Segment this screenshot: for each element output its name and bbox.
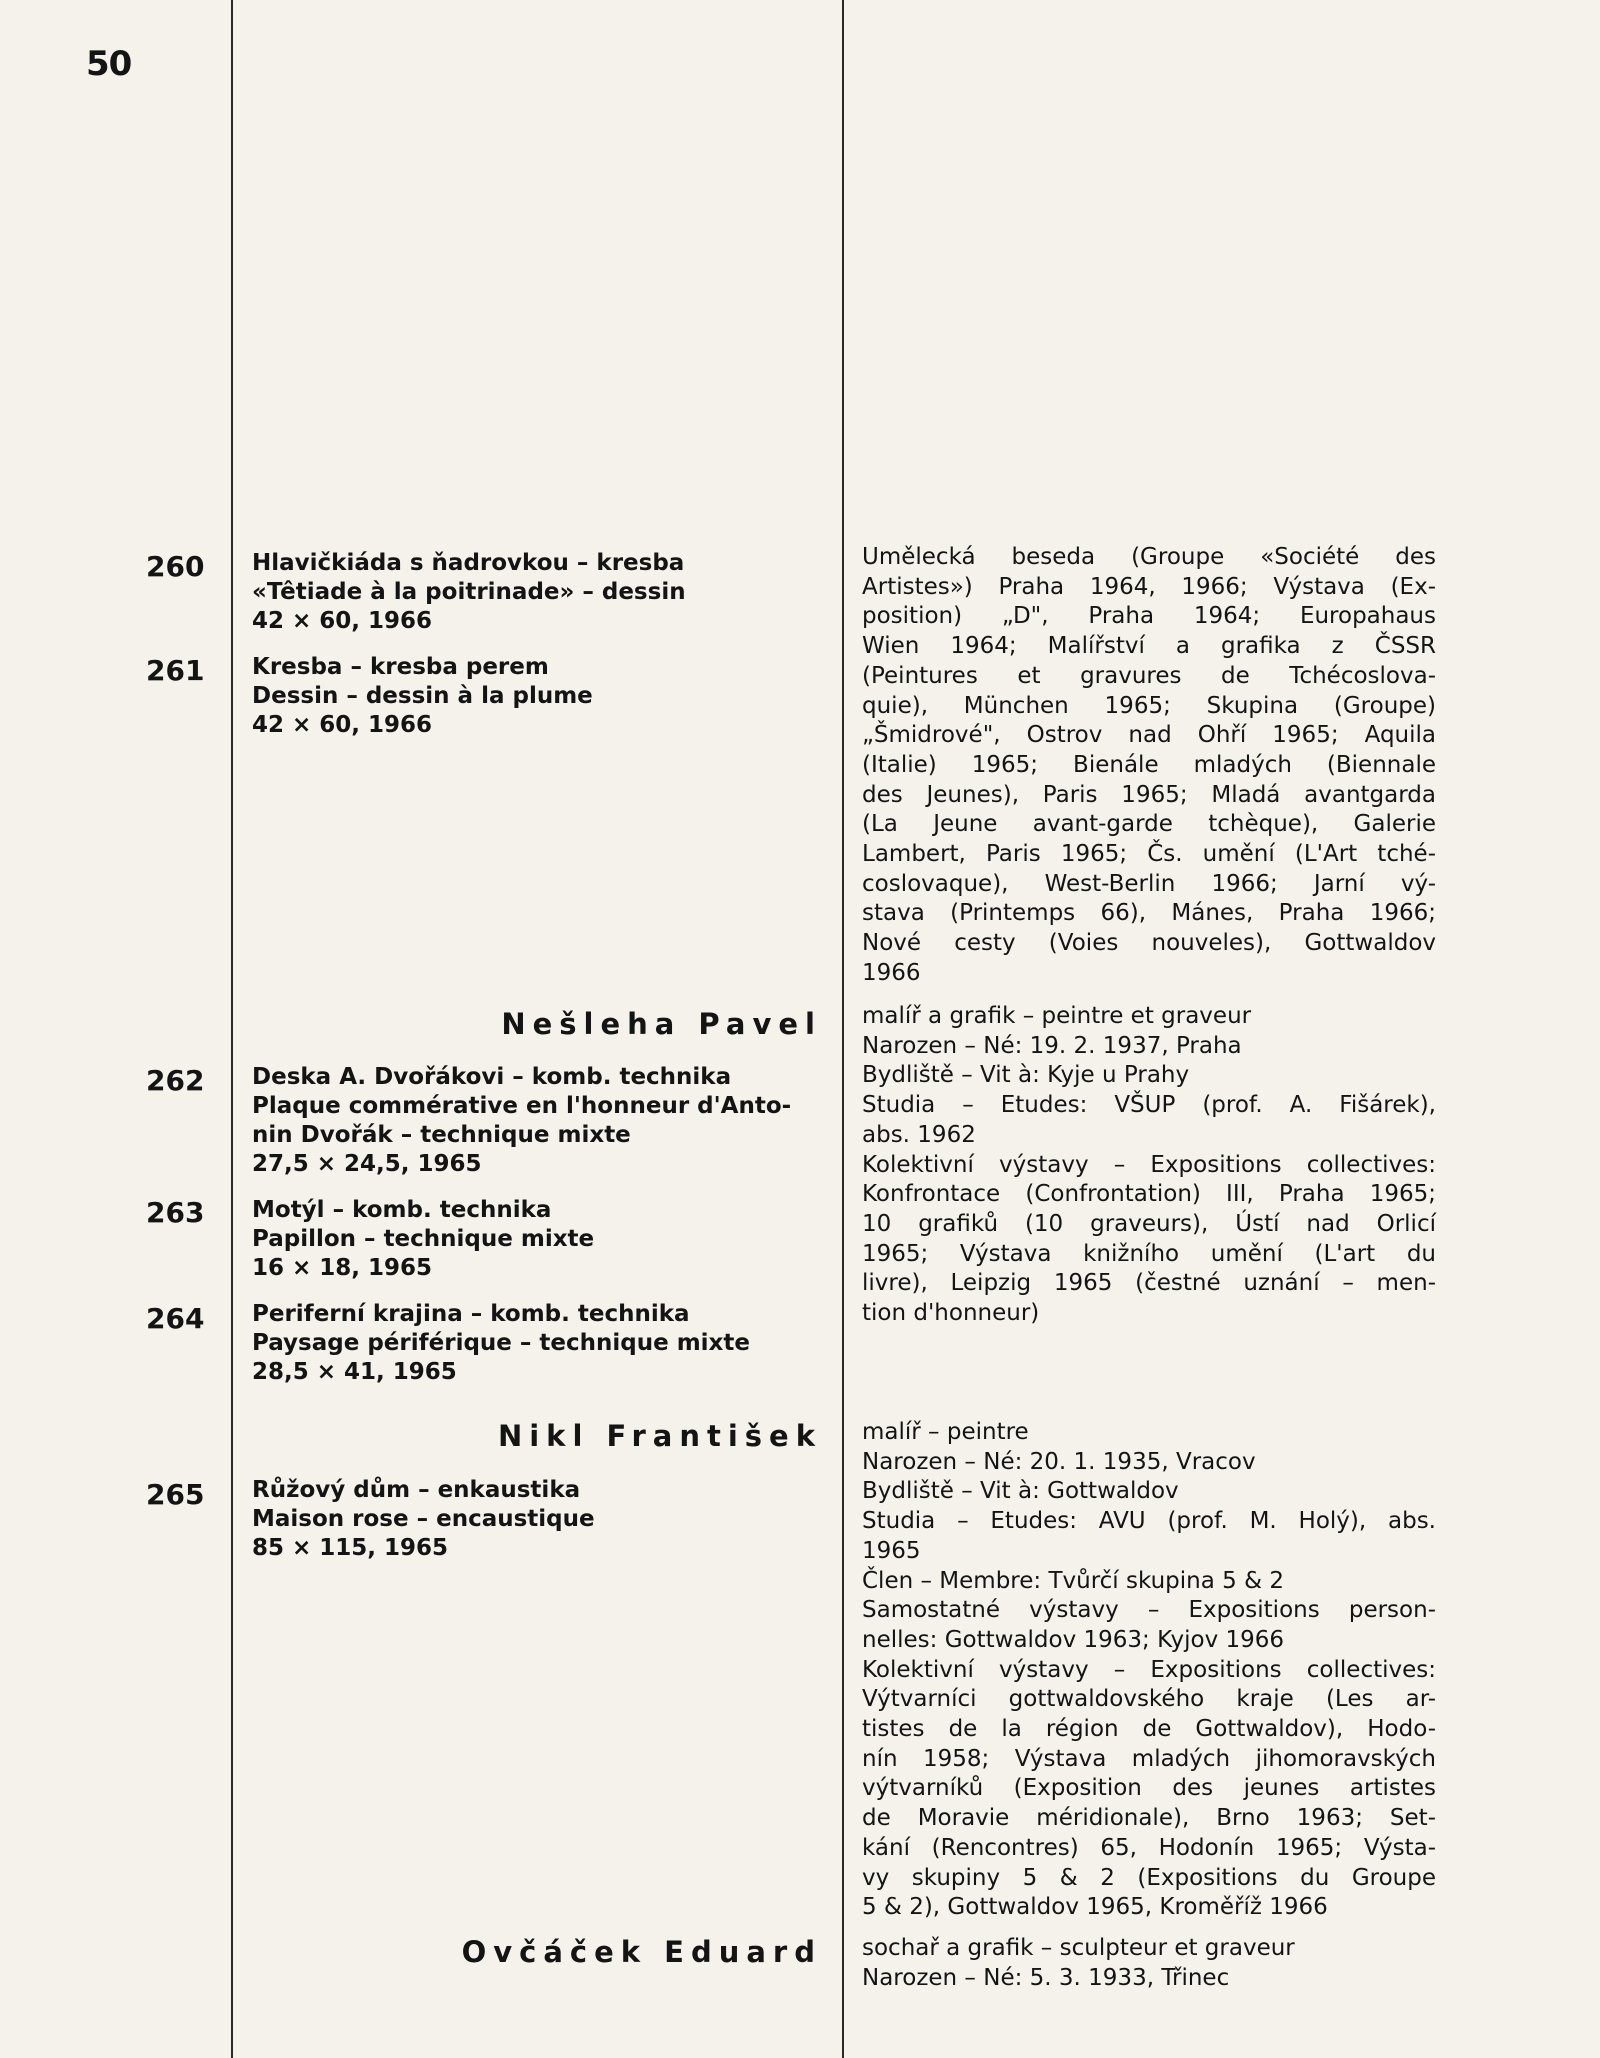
bio-line: 5 & 2), Gottwaldov 1965, Kroměříž 1966 bbox=[862, 1894, 1328, 1921]
entry-line: Deska A. Dvořákovi – komb. technika bbox=[252, 1064, 732, 1090]
entry-line: Plaque commérative en l'honneur d'Anto- bbox=[252, 1093, 792, 1119]
column-divider-right bbox=[842, 0, 844, 2058]
artist-name: Nešleha Pavel bbox=[501, 1007, 822, 1041]
entry-line: Paysage périférique – technique mixte bbox=[252, 1330, 750, 1356]
bio-line: Bydliště – Vit à: Gottwaldov bbox=[862, 1478, 1179, 1505]
entry-261 bbox=[252, 653, 593, 740]
entry-263 bbox=[252, 1196, 594, 1283]
entry-number: 263 bbox=[146, 1196, 205, 1229]
entry-line: Dessin – dessin à la plume bbox=[252, 683, 593, 709]
entry-line: Hlavičkiáda s ňadrovkou – kresba bbox=[252, 550, 685, 576]
entry-number: 264 bbox=[146, 1302, 205, 1335]
entry-line: Růžový dům – enkaustika bbox=[252, 1477, 581, 1503]
bio-line: Konfrontace (Confrontation) III, Praha 1965; bbox=[862, 1181, 1436, 1208]
bio-line: livre), Leipzig 1965 (čestné uznání – men- bbox=[862, 1270, 1436, 1297]
artist-bio bbox=[862, 1002, 1436, 1329]
bio-line: Kolektivní výstavy – Expositions collectives: bbox=[862, 1151, 1436, 1178]
bio-line: Lambert, Paris 1965; Čs. umění (L'Art tché- bbox=[862, 841, 1436, 868]
bio-line: 1966 bbox=[862, 959, 921, 986]
bio-line: Artistes») Praha 1964, 1966; Výstava (Ex- bbox=[862, 573, 1436, 600]
entry-line: 28,5 × 41, 1965 bbox=[252, 1359, 457, 1385]
bio-line: des Jeunes), Paris 1965; Mladá avantgarda bbox=[862, 781, 1436, 808]
bio-line: „Šmidrové", Ostrov nad Ohří 1965; Aquila bbox=[862, 722, 1436, 749]
bio-line: malíř – peintre bbox=[862, 1419, 1029, 1445]
bio-line: Bydliště – Vit à: Kyje u Prahy bbox=[862, 1062, 1190, 1089]
artist-name: Nikl František bbox=[497, 1419, 822, 1453]
entry-line: Maison rose – encaustique bbox=[252, 1506, 595, 1532]
entry-number: 261 bbox=[146, 654, 205, 687]
entry-line: 16 × 18, 1965 bbox=[252, 1255, 433, 1281]
entry-264 bbox=[252, 1300, 750, 1387]
bio-line: nelles: Gottwaldov 1963; Kyjov 1966 bbox=[862, 1626, 1285, 1653]
bio-line: Výtvarníci gottwaldovského kraje (Les ar- bbox=[862, 1686, 1436, 1713]
artist-bio bbox=[862, 1418, 1436, 1923]
entry-260 bbox=[252, 549, 686, 636]
bio-line: stava (Printemps 66), Mánes, Praha 1966; bbox=[862, 900, 1436, 927]
entry-line: 42 × 60, 1966 bbox=[252, 608, 433, 634]
bio-line: Narozen – Né: 20. 1. 1935, Vracov bbox=[862, 1448, 1256, 1475]
bio-line: Narozen – Né: 19. 2. 1937, Praha bbox=[862, 1032, 1242, 1059]
entry-line: 42 × 60, 1966 bbox=[252, 712, 433, 738]
entry-262 bbox=[252, 1063, 791, 1179]
entry-line: Motýl – komb. technika bbox=[252, 1197, 552, 1223]
bio-line: Wien 1964; Malířství a grafika z ČSSR bbox=[862, 633, 1436, 660]
bio-line: (Italie) 1965; Bienále mladých (Biennale bbox=[862, 751, 1436, 778]
bio-line: 1965; Výstava knižního umění (L'art du bbox=[862, 1240, 1436, 1267]
bio-line: Samostatné výstavy – Expositions person- bbox=[862, 1597, 1436, 1624]
artist-bio bbox=[862, 1934, 1436, 1993]
entry-line: 27,5 × 24,5, 1965 bbox=[252, 1151, 482, 1177]
bio-line: (Peintures et gravures de Tchécoslova- bbox=[862, 662, 1436, 689]
bio-line: Studia – Etudes: VŠUP (prof. A. Fišárek), bbox=[862, 1092, 1436, 1119]
entry-line: Periferní krajina – komb. technika bbox=[252, 1301, 690, 1327]
artist-name: Ovčáček Eduard bbox=[461, 1935, 822, 1969]
entry-line: «Têtiade à la poitrinade» – dessin bbox=[252, 579, 686, 605]
bio-line: výtvarníků (Exposition des jeunes artistes bbox=[862, 1775, 1436, 1802]
bio-line: nín 1958; Výstava mladých jihomoravských bbox=[862, 1745, 1436, 1772]
bio-line: Umělecká beseda (Groupe «Société des bbox=[862, 544, 1436, 570]
bio-line: 10 grafiků (10 graveurs), Ústí nad Orlicí bbox=[862, 1210, 1436, 1237]
entry-265 bbox=[252, 1476, 595, 1563]
bio-line: Člen – Membre: Tvůrčí skupina 5 & 2 bbox=[862, 1567, 1284, 1594]
bio-line: vy skupiny 5 & 2 (Expositions du Groupe bbox=[862, 1864, 1436, 1891]
bio-line: tistes de la région de Gottwaldov), Hodo- bbox=[862, 1716, 1436, 1743]
bio-line: de Moravie méridionale), Brno 1963; Set- bbox=[862, 1805, 1436, 1832]
entry-number: 260 bbox=[146, 550, 205, 583]
entry-line: nin Dvořák – technique mixte bbox=[252, 1122, 631, 1148]
bio-line: tion d'honneur) bbox=[862, 1300, 1040, 1327]
bio-line: abs. 1962 bbox=[862, 1121, 976, 1148]
entry-line: Kresba – kresba perem bbox=[252, 654, 549, 680]
bio-line: (La Jeune avant-garde tchèque), Galerie bbox=[862, 811, 1436, 838]
bio-line: sochař a grafik – sculpteur et graveur bbox=[862, 1935, 1295, 1961]
page-number: 50 bbox=[86, 44, 132, 84]
entry-line: Papillon – technique mixte bbox=[252, 1226, 595, 1252]
bio-line: 1965 bbox=[862, 1537, 921, 1564]
bio-line: Studia – Etudes: AVU (prof. M. Holý), abs. bbox=[862, 1508, 1436, 1535]
column-divider-left bbox=[231, 0, 233, 2058]
entry-line: 85 × 115, 1965 bbox=[252, 1535, 449, 1561]
bio-line: coslovaque), West-Berlin 1966; Jarní vý- bbox=[862, 870, 1436, 897]
bio-line: position) „D", Praha 1964; Europahaus bbox=[862, 603, 1436, 630]
bio-line: Kolektivní výstavy – Expositions collectives: bbox=[862, 1656, 1436, 1683]
bio-line: kání (Rencontres) 65, Hodonín 1965; Výsta- bbox=[862, 1834, 1436, 1861]
entry-number: 262 bbox=[146, 1064, 205, 1097]
bio-line: Narozen – Né: 5. 3. 1933, Třinec bbox=[862, 1964, 1230, 1991]
bio-line: malíř a grafik – peintre et graveur bbox=[862, 1003, 1252, 1029]
entry-number: 265 bbox=[146, 1478, 205, 1511]
bio-line: quie), München 1965; Skupina (Groupe) bbox=[862, 692, 1436, 719]
bio-line: Nové cesty (Voies nouveles), Gottwaldov bbox=[862, 930, 1436, 957]
bio-continuation bbox=[862, 543, 1436, 989]
